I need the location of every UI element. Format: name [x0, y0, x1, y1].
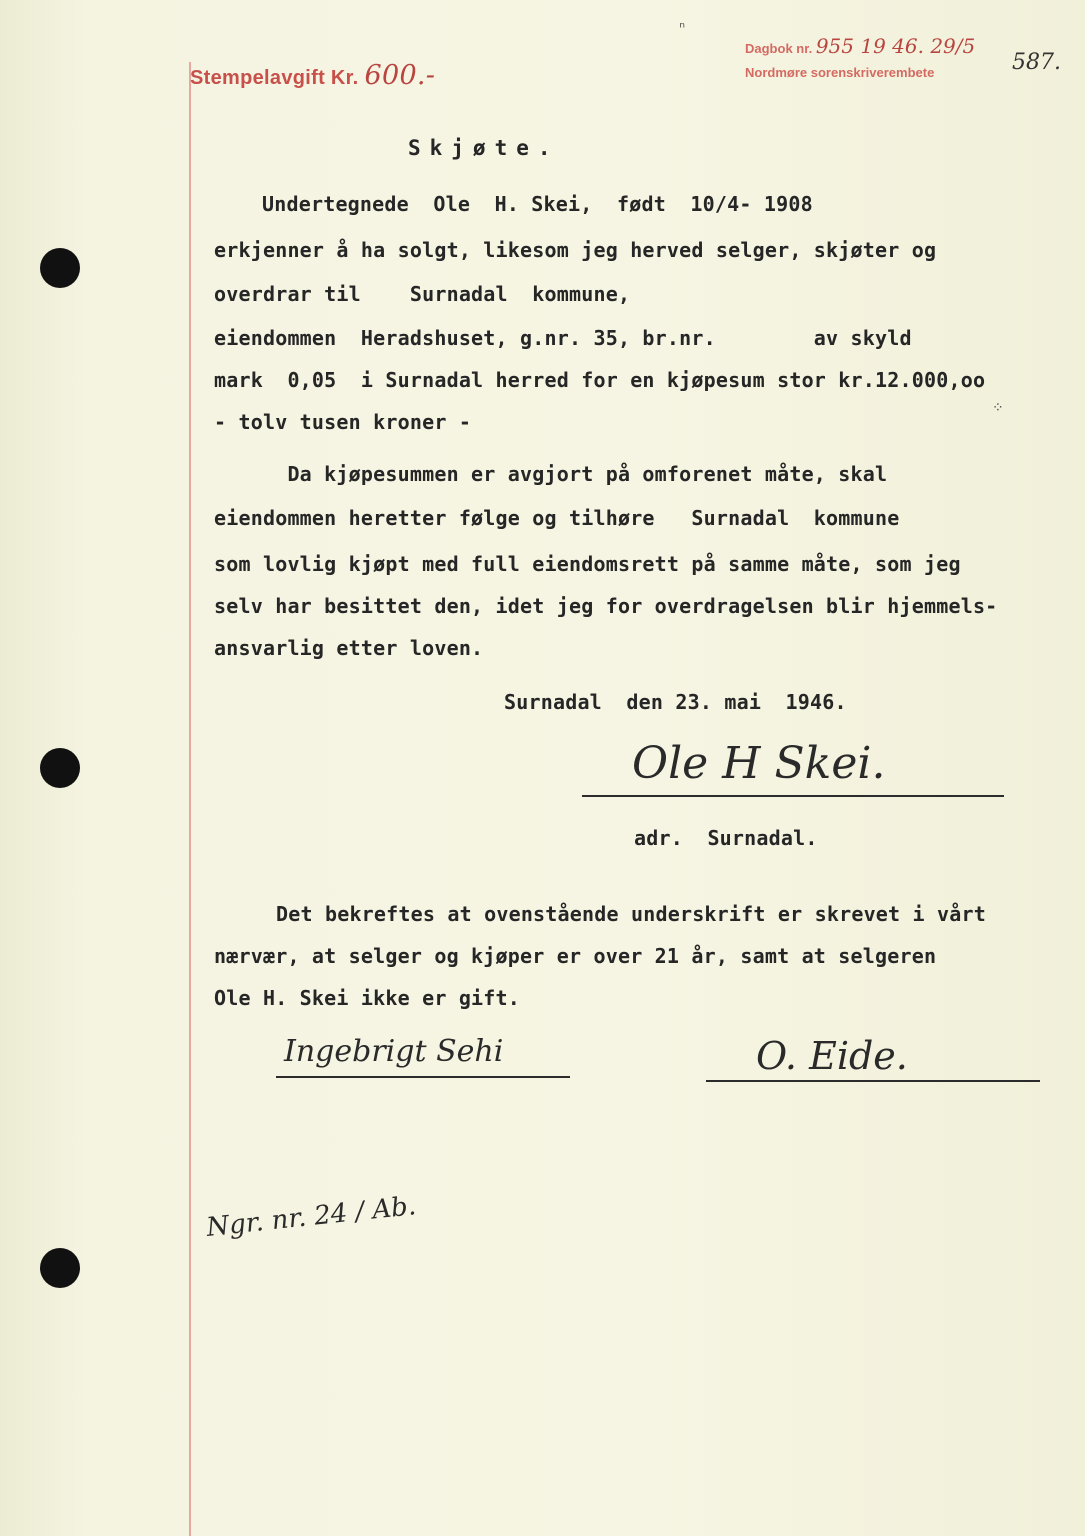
- ink-speck: ⁘: [992, 400, 1004, 416]
- stamp-duty-stamp: [190, 60, 435, 91]
- margin-rule: [189, 62, 191, 1536]
- body-line: som lovlig kjøpt med full eiendomsrett på samme måte, som jeg: [214, 552, 961, 576]
- body-line: mark 0,05 i Surnadal herred for en kjøpesum stor kr.12.000,oo: [214, 368, 986, 392]
- witness-signature-right: O. Eide.: [756, 1034, 908, 1078]
- body-line: Da kjøpesummen er avgjort på omforenet måte, skal: [214, 462, 888, 486]
- stamp-duty-label: Stempelavgift Kr.: [190, 67, 359, 89]
- punch-hole-top: [40, 248, 80, 288]
- margin-note: Ngr. nr. 24 / Ab.: [205, 1191, 418, 1243]
- witness-signature-left: Ingebrigt Sehi: [284, 1034, 504, 1069]
- body-line: eiendommen heretter følge og tilhøre Surnadal kommune: [214, 506, 900, 530]
- ink-speck: ⁿ: [678, 20, 687, 36]
- witness-line: Ole H. Skei ikke er gift.: [214, 986, 521, 1010]
- body-line: eiendommen Heradshuset, g.nr. 35, br.nr. av skyld: [214, 326, 912, 350]
- seller-signature: Ole H Skei.: [632, 738, 886, 789]
- punch-hole-middle: [40, 748, 80, 788]
- page-number: 587.: [1012, 50, 1061, 75]
- witness-line: Det bekreftes at ovenstående underskrift er skrevet i vårt: [276, 902, 986, 926]
- seller-signature-rule: [582, 795, 1004, 797]
- witness-line: nærvær, at selger og kjøper er over 21 år, samt at selgeren: [214, 944, 937, 968]
- document-title: Skjøte.: [408, 136, 560, 160]
- body-line: ansvarlig etter loven.: [214, 636, 484, 660]
- body-line: erkjenner å ha solgt, likesom jeg herved selger, skjøter og: [214, 238, 937, 262]
- witness-rule-left: [276, 1076, 570, 1078]
- body-line: overdrar til Surnadal kommune,: [214, 282, 631, 306]
- punch-hole-bottom: [40, 1248, 80, 1288]
- registry-stamp: [745, 34, 975, 85]
- dagbok-value: 955 19 46. 29/5: [815, 34, 976, 58]
- body-line: Undertegnede Ole H. Skei, født 10/4- 1908: [262, 192, 813, 216]
- registry-office: Nordmøre sorenskriverembete: [745, 65, 935, 80]
- body-line: - tolv tusen kroner -: [214, 410, 472, 434]
- place-date: Surnadal den 23. mai 1946.: [504, 690, 847, 714]
- body-line: selv har besittet den, idet jeg for overdragelsen blir hjemmels-: [214, 594, 998, 618]
- stamp-duty-amount: 600.-: [364, 60, 436, 91]
- dagbok-label: Dagbok nr.: [745, 41, 813, 56]
- seller-address: adr. Surnadal.: [634, 826, 818, 850]
- witness-rule-right: [706, 1080, 1040, 1082]
